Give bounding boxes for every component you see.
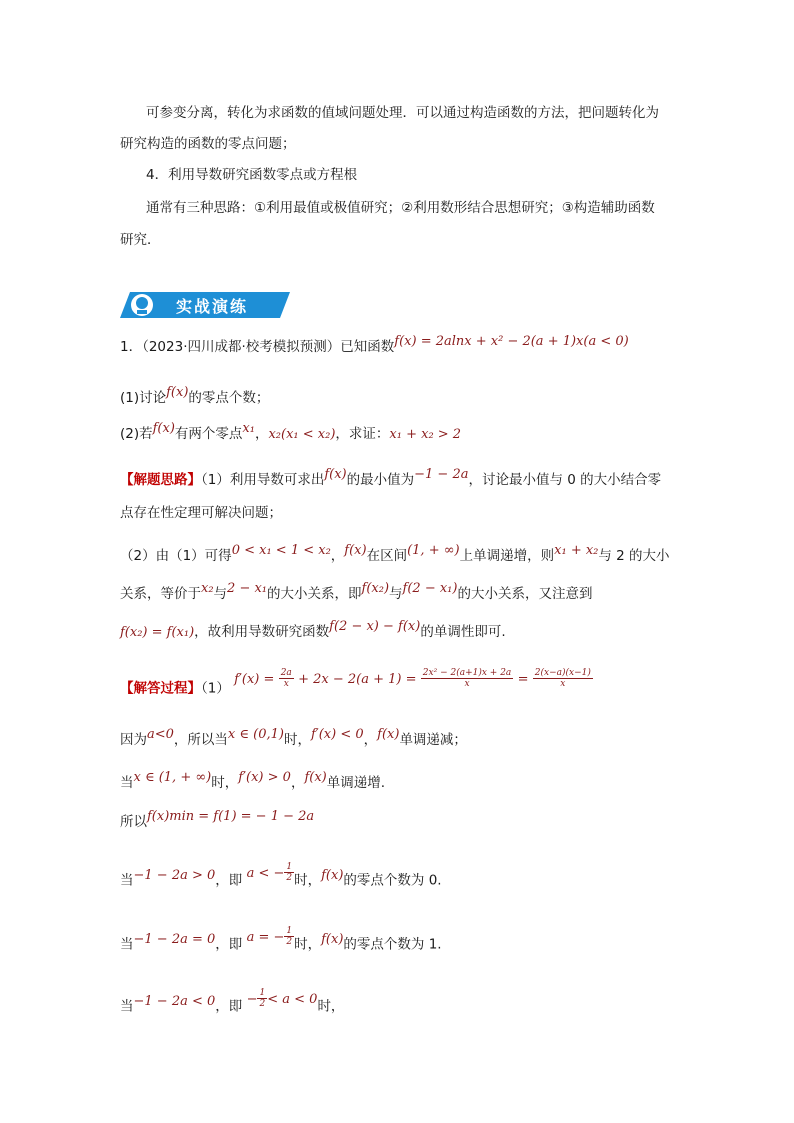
intro-line-2: 研究构造的函数的零点问题； xyxy=(120,136,296,152)
idea-line-2: 点存在性定理可解决问题； xyxy=(120,505,282,521)
case-1: 当−1 − 2a > 0，即 a < − $\frac{1}{2}$ 时，f(x)的零点个数为 0. xyxy=(120,862,442,889)
solution-step-1: 因为a<0，所以当x ∈ (0,1)时，f′(x) < 0，f(x)单调递减； xyxy=(120,727,467,748)
idea-line-4: 关系，等价于x₂与2 − x₁的大小关系，即f(x₂)与f(2 − x₁)的大小关系，又注意到 xyxy=(120,581,593,602)
intro-line-4: 研究． xyxy=(120,232,161,248)
banner-title: 实战演练 xyxy=(176,297,249,316)
problem-1: 1．（2023·四川成都·校考模拟预测）已知函数f(x) = 2alnx + x² − 2(a + 1)x(a < 0) xyxy=(120,334,629,355)
fraction-2a-over-x: $\frac{2a}{x}$ xyxy=(280,668,292,689)
section-banner xyxy=(120,290,290,320)
case-2: 当−1 − 2a = 0，即 a = − $\frac{1}{2}$ 时，f(x)的零点个数为 1. xyxy=(120,926,442,953)
solution-label: 【解答过程】 xyxy=(120,680,201,697)
problem-part-2: (2)若f(x)有两个零点x₁，x₂(x₁ < x₂)，求证：x₁ + x₂ > 2 xyxy=(120,421,462,442)
case-3: 当−1 − 2a < 0，即 − $\frac{1}{2}$ < a < 0时， xyxy=(120,988,345,1015)
problem-part-1: (1)讨论f(x)的零点个数； xyxy=(120,385,270,406)
function-def: f(x) = 2alnx + x² − 2(a + 1)x(a < 0) xyxy=(394,334,629,349)
intro-line-1: 可参变分离，转化为求函数的值域问题处理．可以通过构造函数的方法，把问题转化为 xyxy=(146,105,659,121)
solution-derivative: 【解答过程】（1） f′(x) = $\frac{2a}{x}$ + 2x − 2(a + 1) = $\frac{\text{2x² − 2(a+1)x + 2a}}{x}$ = $\frac{2(x-a)(x-1)}{x}$ xyxy=(120,668,591,697)
solution-step-2: 当x ∈ (1, + ∞)时，f′(x) > 0，f(x)单调递增. xyxy=(120,770,386,791)
heading-4: 4．利用导数研究函数零点或方程根 xyxy=(146,167,358,183)
solution-step-3: 所以f(x)min = f(1) = − 1 − 2a xyxy=(120,809,315,830)
intro-line-3: 通常有三种思路：①利用最值或极值研究；②利用数形结合思想研究；③构造辅助函数 xyxy=(146,200,655,216)
idea-line-1: 【解题思路】（1）利用导数可求出f(x)的最小值为−1 − 2a，讨论最小值与 0 的大小结合零 xyxy=(120,467,662,488)
idea-line-3: （2）由（1）可得0 < x₁ < 1 < x₂，f(x)在区间(1, + ∞)上单调递增，则x₁ + x₂与 2 的大小 xyxy=(120,543,670,564)
fraction-expanded: $\frac{\text{2x² − 2(a+1)x + 2a}}{x}$ xyxy=(422,668,512,689)
idea-line-5: f(x₂) = f(x₁)，故利用导数研究函数f(2 − x) − f(x)的单调性即可. xyxy=(120,619,506,640)
idea-label: 【解题思路】 xyxy=(120,472,201,488)
fraction-factored: $\frac{2(x-a)(x-1)}{x}$ xyxy=(534,668,591,689)
